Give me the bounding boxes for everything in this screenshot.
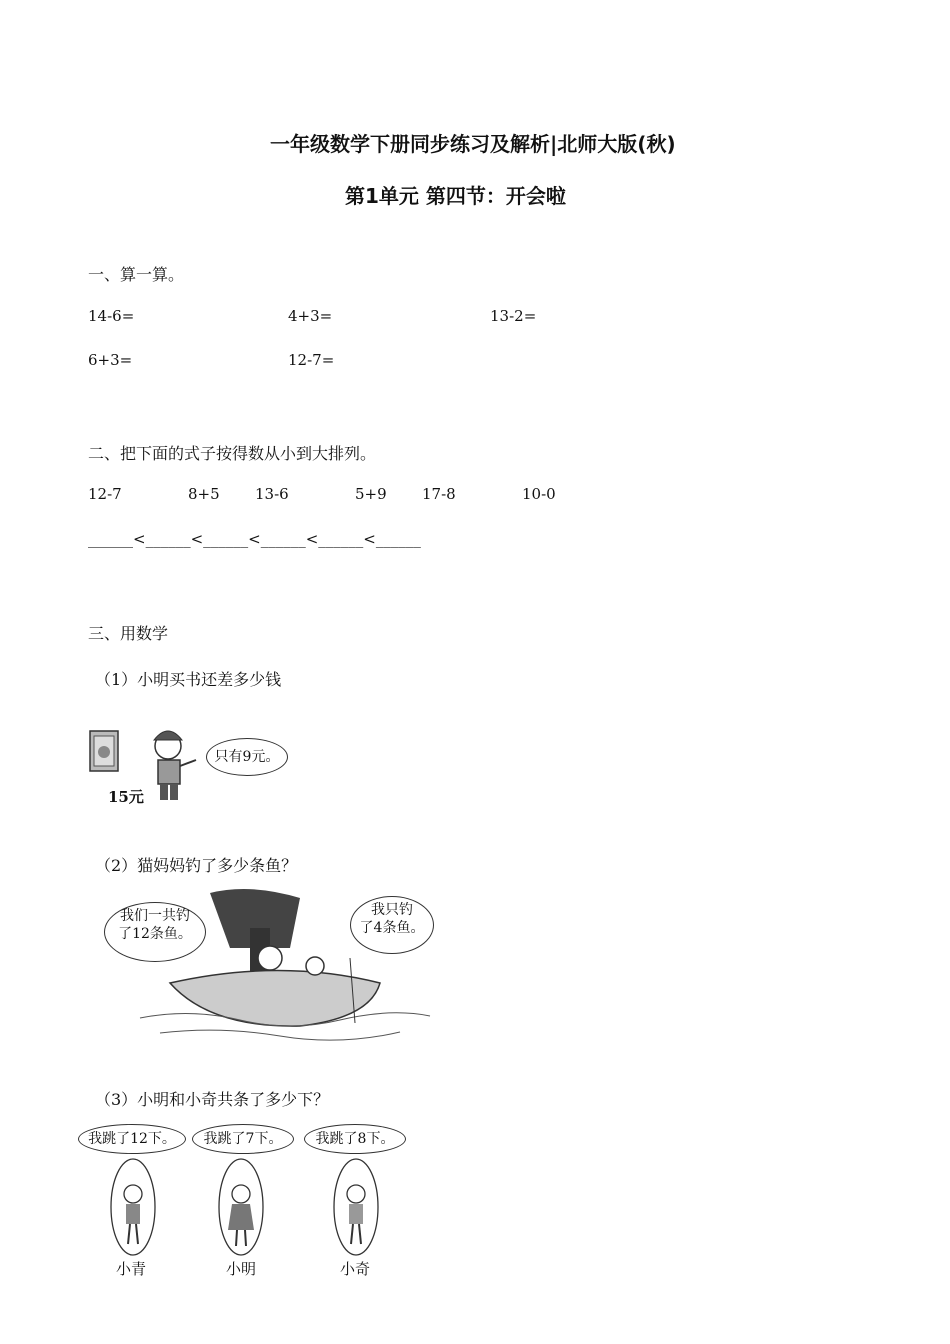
question-2-text: （2）猫妈妈钓了多少条鱼？ [95,856,298,875]
question-3-text: （3）小明和小奇共条了多少下？ [95,1090,330,1109]
problem-14-6: 14-6= [88,307,135,325]
section-1-heading: 一、算一算。 [88,265,185,284]
q2-right-bubble-line-1: 我只钓 [371,902,413,918]
expression-17-8: 17-8 [422,485,456,503]
name-xiaoqing: 小青 [116,1260,147,1278]
expression-13-6: 13-6 [255,485,289,503]
name-xiaoqi: 小奇 [340,1260,371,1278]
q1-speech-bubble: 只有9元。 [206,738,288,776]
section-2-heading: 二、把下面的式子按得数从小到大排列。 [88,444,377,463]
problem-6-3: 6+3= [88,351,133,369]
expression-10-0: 10-0 [522,485,556,503]
q3-illustration [78,1122,418,1287]
book-price: 15元 [108,788,144,806]
q2-right-speech-bubble [350,896,434,954]
q3-bubble-xiaoqing: 我跳了12下。 [78,1124,186,1154]
q3-bubble-xiaoqi: 我跳了8下。 [304,1124,406,1154]
name-xiaoming: 小明 [226,1260,257,1278]
document-subtitle: 第1单元 第四节：开会啦 [345,184,566,208]
q3-bubble-xiaoming: 我跳了7下。 [192,1124,294,1154]
q2-left-bubble-line-2: 了12条鱼。 [118,926,192,942]
expression-12-7: 12-7 [88,485,122,503]
problem-13-2: 13-2= [490,307,537,325]
q1-illustration [88,716,303,816]
problem-4-3: 4+3= [288,307,333,325]
expression-5-9: 5+9 [355,485,387,503]
q2-left-speech-bubble [104,902,206,962]
q2-left-bubble-line-1: 我们一共钓 [120,908,190,924]
expression-8-5: 8+5 [188,485,220,503]
q2-right-bubble-line-2: 了4条鱼。 [359,920,425,936]
document-title: 一年级数学下册同步练习及解析|北师大版(秋) [270,132,676,156]
ordering-blanks: ______<______<______<______<______<______ [88,530,421,548]
question-1-text: （1）小明买书还差多少钱 [95,670,282,689]
section-3-heading: 三、用数学 [88,624,169,643]
q2-illustration [100,888,440,1046]
problem-12-7: 12-7= [288,351,335,369]
